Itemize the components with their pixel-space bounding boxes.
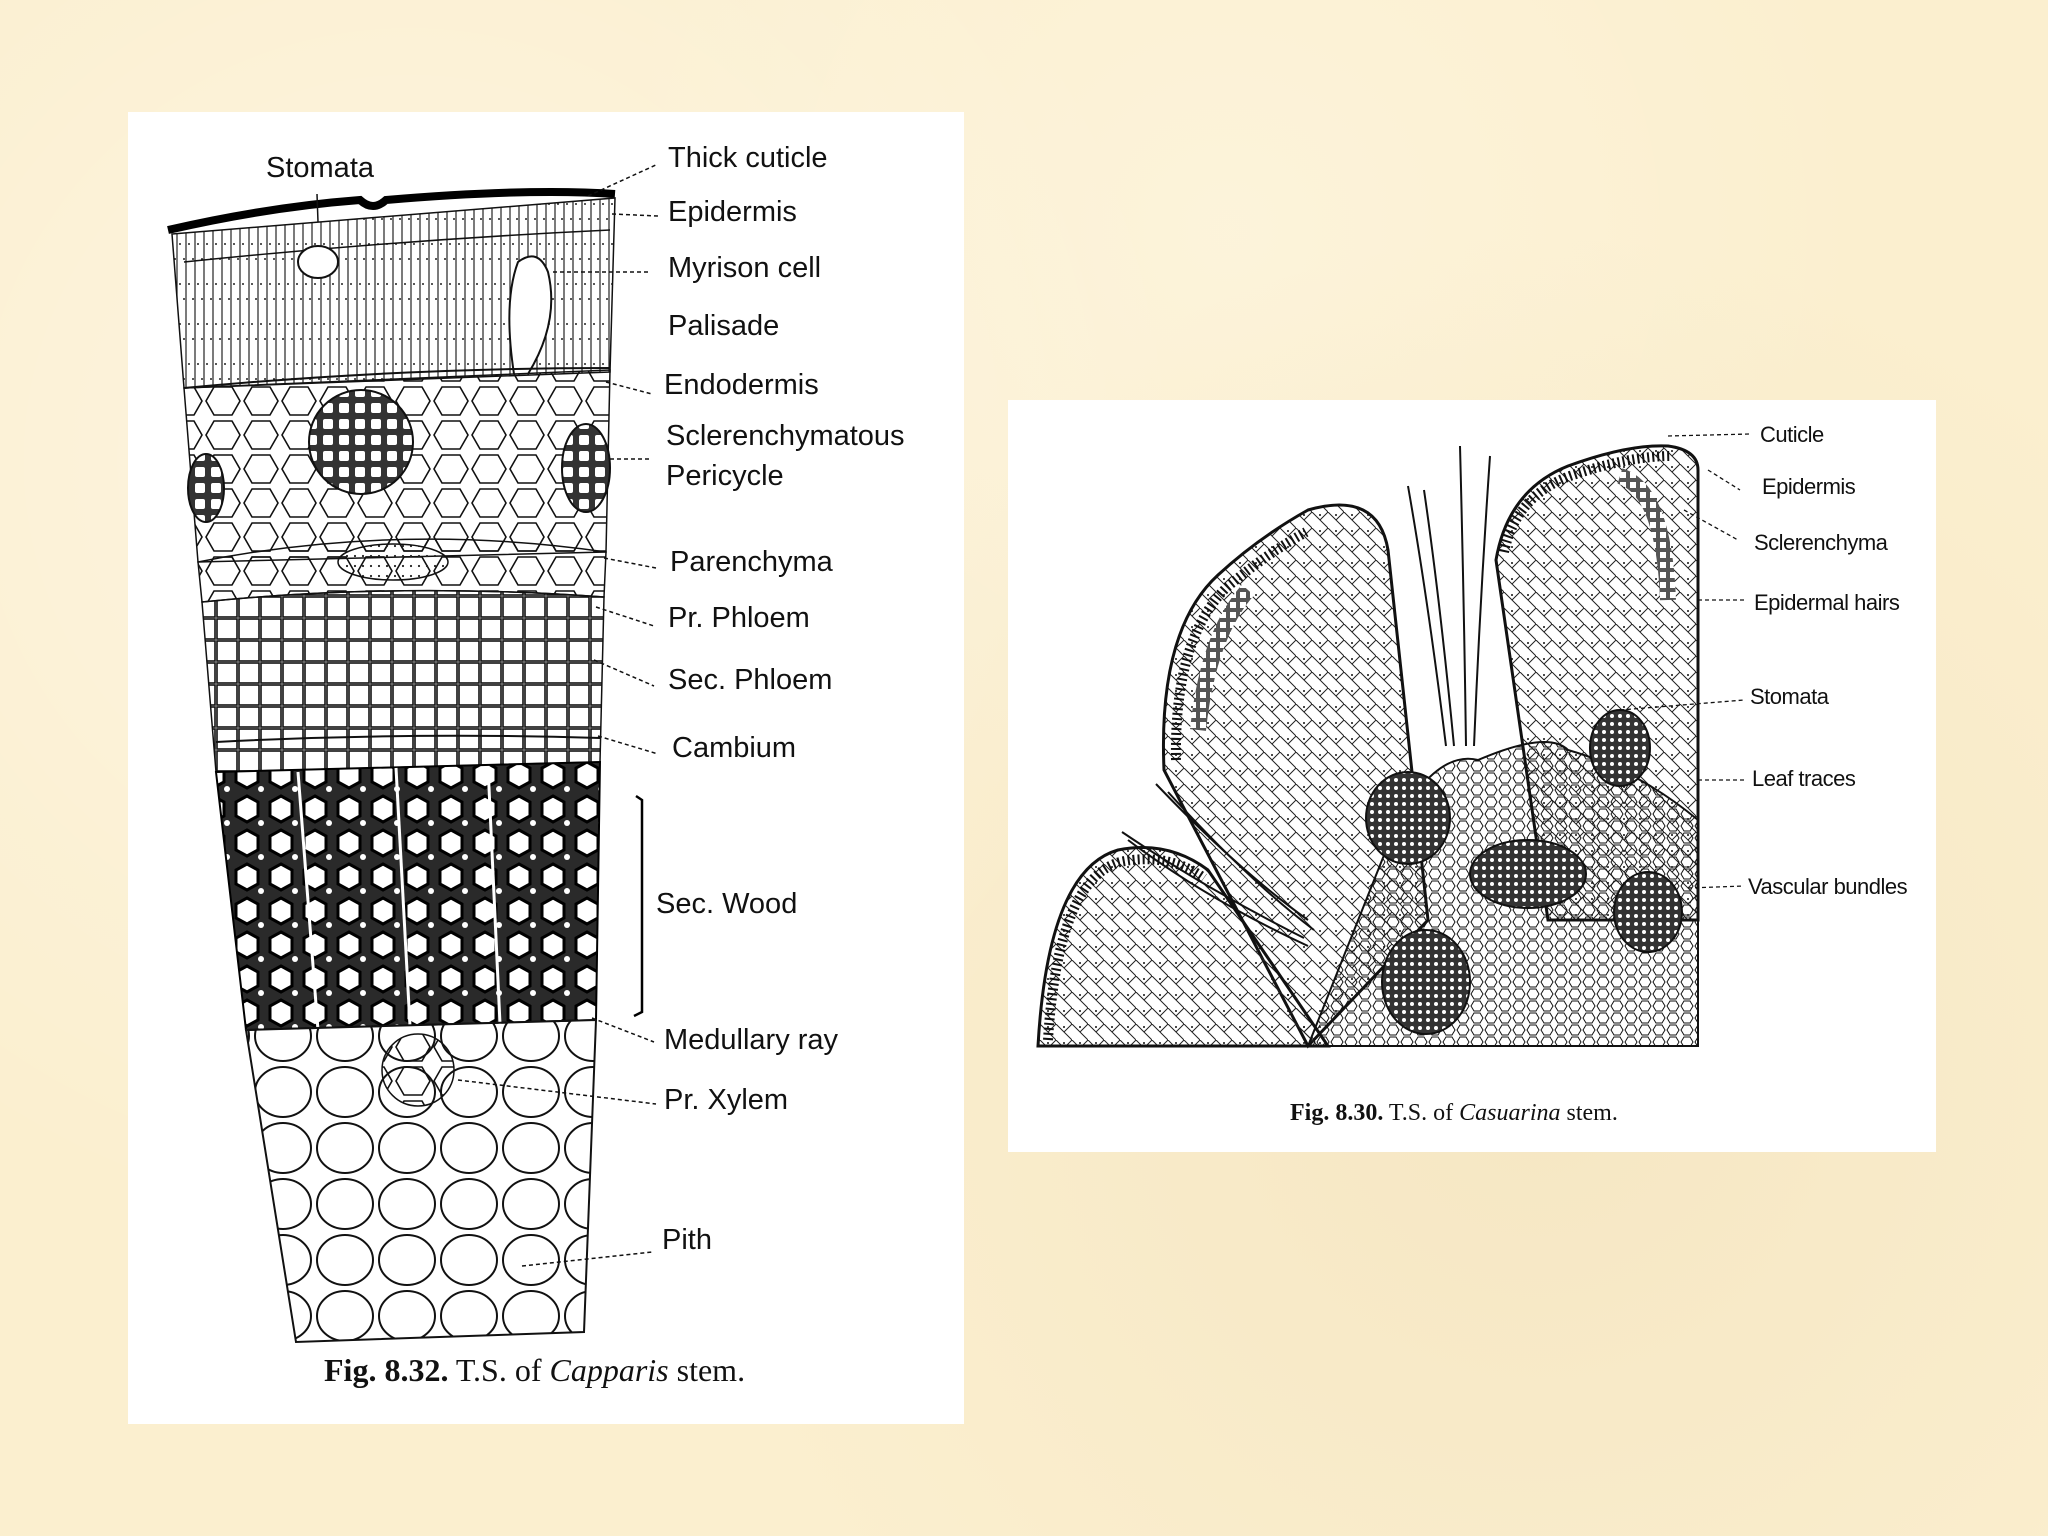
label-epidermis: Epidermis [668,196,797,228]
label-sclerenchymatous: Sclerenchymatous [666,420,905,452]
label-epidermal-hairs: Epidermal hairs [1754,590,1900,615]
label-pith: Pith [662,1224,712,1256]
label-epidermis-2: Epidermis [1762,474,1856,499]
label-endodermis: Endodermis [664,369,819,401]
capparis-figure-panel [128,112,964,1424]
label-thick-cuticle: Thick cuticle [668,142,828,174]
caption-fig-number: Fig. 8.30. [1290,1100,1384,1126]
caption-species: Casuarina [1459,1100,1561,1126]
caption-capparis [324,1352,745,1389]
caption-casuarina [1290,1100,1618,1127]
label-stomata-2: Stomata [1750,684,1829,709]
caption-species: Capparis [549,1352,669,1388]
label-medullary-ray: Medullary ray [664,1024,839,1056]
label-sclerenchyma: Sclerenchyma [1754,530,1888,555]
label-stomata: Stomata [266,152,374,184]
label-vascular-bundles: Vascular bundles [1748,874,1908,899]
label-leaf-traces: Leaf traces [1752,766,1856,791]
casuarina-figure-panel [1008,400,1936,1152]
caption-fig-number: Fig. 8.32. [324,1352,449,1388]
label-pericycle: Pericycle [666,460,784,492]
label-palisade: Palisade [668,310,780,342]
label-parenchyma: Parenchyma [670,546,833,578]
label-pr-xylem: Pr. Xylem [664,1084,789,1116]
label-cambium: Cambium [672,732,797,764]
label-cuticle: Cuticle [1760,422,1824,447]
stem-section-outline [168,192,642,1342]
caption-suffix: stem. [676,1352,746,1388]
label-pr-phloem: Pr. Phloem [668,602,810,634]
label-sec-phloem: Sec. Phloem [668,664,833,696]
caption-prefix: T.S. of [455,1352,542,1388]
casuarina-section [1038,446,1698,1046]
label-sec-wood: Sec. Wood [656,888,798,920]
caption-suffix: stem. [1566,1100,1618,1126]
capparis-drawing [128,112,964,1424]
caption-prefix: T.S. of [1388,1100,1454,1126]
label-myrison-cell: Myrison cell [668,252,822,284]
